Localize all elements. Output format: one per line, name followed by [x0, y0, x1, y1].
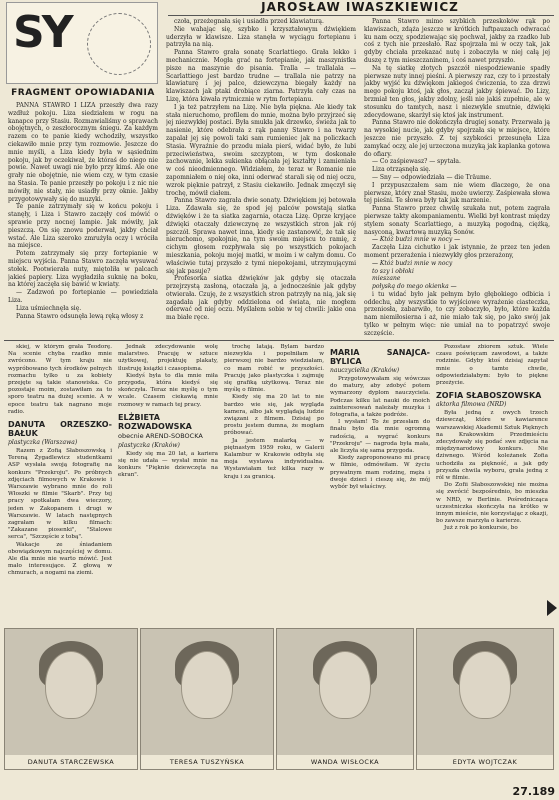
story-paragraph: Liza uśmiechnęła się.	[16, 304, 82, 312]
story-paragraph: Te panie zatrzymały się w końcu pokoju i stanęły, i Liza i Stawro zaczęły coś mówić o sprawie przy nocnej lampie. Jak mówiły, jak pieszczą. On się znowu poderwał, jakby chciał wstać. Ale Liza szeroko zmrużyła oczy i wróciła na miejsce.	[8, 203, 158, 250]
profile-column-1	[8, 344, 112, 626]
header-rule	[168, 15, 554, 16]
story-paragraph: Panna Stawro grała sonatę Scarlattiego. Grała lekko i mechanicznie. Mogła grać na fortepianie, jak maszynistka pisze na maszynie do pisania. Tralla — trallalala — Scarlattiego jest bardzo trudne — trallala nie patrzy na klawiaturę i jej palce, dziewczyna biegały każdy na klawiszach jak ptaki drobiące ziarna. Patrzyła cały czas na Lizę, która kiwała rytmicznie w rytm fortepianu.	[166, 49, 356, 103]
profile-text: I wysłam! To że przesłam do finału było dla mnie ogromną radością, a wygrać konkurs "Przekroju" — nagroda była mała, ale liczyła się sama przygoda.	[330, 419, 430, 455]
profile-text: Jednak zdecydowanie wolę malarstwo. Pracuję w sztuce użytkowej, projektuję plakaty, ilustruję książki i czasopisma.	[118, 344, 218, 372]
profile-name: MARIA SANAJCA-BYLICA	[330, 348, 430, 366]
story-paragraph: PANNA STAWRO I LIZA przeszły dwa razy wzdłuż pokoju. Liza siedziałem w rogu na kanapce przy Stasiu. Rozmawialiśmy o sprawach obojętnych, o zeszłorocznym śniegu. Za każdym razem co te panie kiedy wchodziły, wszystko ciekawiło mnie przy tym rozmowie. Jeszcze do mnie myśli, a Liza kiedy była w sąsiednim pokoju, jak by oczekiwał, że któraś do niego nie powie. Nawet uwagi nie było przy kimś. Ale one grały nie obojętnie, nie wiem czy, w tym czasie na Stasia. Te panie przeszły po pokoju i z nic nie mówiły, nie stały, nie usiadły przy oknie. Jakby przygotowywały się do muzyki.	[8, 102, 158, 203]
author-name: JAROSŁAW IWASZKIEWICZ	[261, 0, 459, 14]
profile-role: plastyczka (Kraków)	[118, 441, 180, 449]
story-paragraph: Na tę siatkę złotych pszczół niespodziewanie spadły pierwsze nuty innej pieśni. A pierwszy raz, czy to i przestały jakby wyjść ku dźwiękom jakiegoś ćwiczenia, to zza drzwi mego pokoju ktoś, jak głos, zaczął jakby śpiewać. Do Lizy, brzmiał ten głos, jakby zdolny, jeśli nie jakiś zupełnie, ale w stosunku do tamtych, nasz i niezwykle smutnie, dźwięki zdecydowane, skarżył się ktoś jak instrument.	[364, 64, 550, 119]
portrait-caption: EDYTA WOJTCZAK	[417, 755, 553, 769]
masthead-illustration	[87, 13, 151, 75]
portrait-photo	[140, 628, 274, 770]
profile-subtitle: obecnie AREND-SOBOCKA	[118, 431, 203, 440]
story-paragraph: Nie wahając się, szybko i krzyształowym dźwiękiem uderzyła w klawisze. Liza stanęła w wyciągu fortepianu i patrzyła na nią.	[166, 25, 356, 49]
section-label: FRAGMENT OPOWIADANIA	[11, 88, 155, 98]
portrait-caption: TERESA TUSZYŃSKA	[141, 755, 273, 769]
profile-text: Przygotowywałam się wówczas do matury, aby zdobyć potem wymarzony dyplom nauczyciela. Podczas kilku lat nauki do moich zainteresowań należały muzyka i fotografia, a także podróże.	[330, 376, 430, 419]
story-verse: mieszane	[372, 275, 401, 283]
profile-text: Kiedyś była to dla mnie miła przygoda, która kiedyś się skończyła. Teraz nie myślę o tym wcale. Czasem ciekawią mnie rozmowy w ramach tej pracy.	[118, 372, 218, 408]
profile-text: Ja jestem malarką — w piętnastym 1959 roku, w Galerii Kalambur w Krakowie odbyła się moja wystawa indywidualna. Wystawiałam też kilka razy w kraju i za granicą.	[224, 437, 324, 480]
portrait-photo	[276, 628, 414, 770]
story-verse: — Któż budzi mnie w nocy —	[372, 236, 461, 244]
story-paragraph: czoła, przeżegnała się i usiadła przed klawiaturą.	[174, 18, 324, 25]
portrait-face-shape	[181, 651, 233, 719]
story-paragraph: — Co zaśpiewasz? — spytała.	[372, 158, 461, 166]
story-paragraph: Zaczęła Liza cichutko i jak istynnie, że przez ten jeden moment przerażenia i niezwykły głos przerażony,	[364, 244, 550, 259]
profile-name: DANUTA ORZESZKO-BAŁUK	[8, 420, 112, 439]
story-paragraph: Panna Stawro zagrała dwie sonaty. Dźwiękiem jej betowała Liza. Zdawała się, że spod jej palców powstają siatka dźwięków i że ta siatka zagarnia, otacza Lizę. Oprze kryjące dźwięki otaczały dziewczynę ze wszystkich stron jak rój pszczół. Sprawa nawet inna, kiedy się zastanowić, że tak się nieruchomo, spokojnie, na tym swoim miejscu to ramię, z cichym głosem rozpływała się po wszystkich pokojach mieszkania, pokoju mojej matki, w moim i w całym domu. Co właściwie tutaj przyszło z tymi niepokojami, utrzymującymi się jak pasuje?	[166, 197, 356, 275]
portrait-face-shape	[45, 651, 97, 719]
profile-text: Kiedy się ma 20 lat to nie bardzo wie się, jak wygląda kamera, albo jak wyglądają ludzie związani z filmem. Dzisiaj po prostu jestem dumna, że mogłam próbować.	[224, 394, 324, 437]
portrait-caption: WANDA WISŁOCKA	[277, 755, 413, 769]
profile-column-4	[330, 344, 430, 626]
story-verse: — Któż budzi mnie w nocy	[372, 259, 453, 267]
profile-text: Pozostaw zbiorem sztuk. Wiele czasu poświęcam zawodowi, a także rodzinie. Gdyby ktoś dzisiaj zapytał mnie o tamte chwile, odpowiedziałabym: było to piękne przeżycie.	[436, 344, 548, 387]
masthead-title: SY	[13, 7, 71, 58]
portrait-face-shape	[459, 651, 511, 719]
profile-column-5	[436, 344, 548, 626]
story-paragraph: Panna Stawro nie dokończyła drugiej sonaty. Przerwała ją na wysokiej nucie, jak gdyby spojrzała się w miejsce, które jeszcze nie przyszło. Z tej szybkości przesunęła Liza zamykać oczy, ale jej urzeczona muzyką jak kaplanka gotowa do ofiary.	[364, 119, 550, 158]
page-number: 27.189	[512, 785, 555, 798]
story-paragraph: Panna Stawro odsunęła lewą ręką włosy z	[16, 312, 144, 320]
profile-column-2	[118, 344, 218, 626]
portrait-strip	[0, 628, 559, 783]
profile-text: Do Zofii Słaboszowskiej nie można się zwrócić bezpośrednio, bo mieszka w NRD, w Berlinie. Pośrednicząca uczestniczka skończyła na krótko w innym mieście, nie korzystając z okazji, bo zawsze marzyła o karierze.	[436, 482, 548, 525]
story-paragraph: Liza otrząsnęła się.	[372, 166, 431, 174]
story-verse: połyską do mego okienka —	[372, 283, 457, 291]
story-column-1	[8, 102, 158, 334]
story-verse: to szy i obłoki	[372, 267, 414, 275]
portrait-photo	[416, 628, 554, 770]
profile-text: Razem z Zofią Słaboszowską i Tereną Żygadlewicz studentkami ASP wysłała swoją fotografię na konkurs "Przekroju". Po próbnych zdjęciach filmowych w Krakowie i Warszawie wybrano mnie do roli Włoszki w filmie "Skarb". Przy tej pracy spotkałam dwa wieczory, jeden w Zakopanem i drugi w Warszawie. W latach następnych zagrałam w kilku filmach: "Zakazane piosenki", "Stalowe serca", "Szczęście z tobą".	[8, 448, 112, 541]
portrait-face-shape	[319, 651, 371, 719]
profile-text: trochę latają. Bylam bardzo niezwykła i popełniłam w pierwszej nie bardzo wiedziałam, co mam robić w przyszłości. Pracuję jako plastyczka i zajmuję się grafiką użytkową. Teraz nie myślę o filmie.	[224, 344, 324, 394]
profile-role: aktorka filmowa (NRD)	[436, 401, 507, 409]
story-paragraph: Profesorka siatka dźwięków jak gdyby się otaczała przejrzystą zasłoną, otaczała ją, a jednocześnie jak gdyby otwierała. Czuję, że z wszystkich stron patrzyły na nią, jak się zagadała jak gdyby oddzielona od świata, nie mogłem oderwać od niej oczu. Myślałem sobie w tej chwili: jakie ona ma białe ręce.	[166, 275, 356, 322]
story-paragraph: Panna Stawro mimo szybkich przeskoków rąk po klawiszach, zdąża jeszcze w krótkich luftpauzach odwracać ku nam oczy, spodziewając się pochwał, jakby za rzadko lub coś z tych nie przesłało. Raz spojrzała mi w oczy tak, jak gdyby chciała przekazać nutę i zobaczyła w niej całą jej duszę z tym mieszczaninem, i coś nawet przyszło.	[364, 18, 550, 64]
story-paragraph: Panna Stawro przez chwilę szukała nut, potem zagrała pierwsze takty akompaniamentu. Wielki był kontrast między stylem sonaty Scarlattiego, a muzyką pogodną, ciężką, nasyconą, kwartową muzyką Sonów.	[364, 205, 550, 236]
story-paragraph: I ja też patrzyłem na Lizę. Nie była piękna. Ale kiedy tak stała nieruchomo, profilem do mnie, można było przyjrzeć się jej niezwykłej postaci. Była smukła jak drzewko, świeża jak to nasienie, które odebrała z rąk panny Stawro i na twarzy zapalał jej się powoli taki sam rumieniec jak na policzkach Stasia. Wyraźnie do przodu miała pierś, widać było, że lubi przeciwieństwa, swoim szczyptom, w tym doskonałe zachowanie, lekka sukienka obłącała jej kształty i zamieniała w coś nieodmiennego. Widziałem, że teraz w Romanie nie zapomniałem o niej oka, inni oderwać starali się od niej oczu, wzrok pięknie patrzył, z Stasiu ciekawiło. Jednak zmęczył się trochę, mówił ciałem.	[166, 103, 356, 197]
profile-intro: skiej, w którym grała Teodorę. Na scenie chyba rzadko mnie zwrócono. W tym kraju nie wypróbowano tych środków pełnych rozmachu tylko u za kobiety przejęte są takie stanowiska. Co pozostaje moim, zostawiłam za to sporo teatru na dużej scenie. A w epoce teatru tak nagrano moje radio.	[8, 344, 112, 415]
masthead	[6, 2, 158, 84]
story-paragraph: — Sny — odpowiedziała — die Träume.	[372, 173, 492, 181]
profile-name: ZOFIA SŁABOSZOWSKA	[436, 391, 542, 401]
profile-text: Już z rok po konkursie, bo	[444, 525, 518, 532]
profile-text: Wakacje ze śniadaniem obowiązkowym najczęściej w domu. Ale dla mnie nie warto mówić. Jest mało interesujące. Z głową w chmurach, a nogami na ziemi.	[8, 541, 112, 577]
profile-name: ELŻBIETA ROZWADOWSKA	[118, 412, 192, 431]
profile-role: plastyczka (Warszawa)	[8, 439, 78, 447]
story-column-2	[166, 18, 356, 336]
story-paragraph: — Zadzwoń po fortepianie — powiedziała Liza.	[8, 289, 158, 304]
profile-text: Kiedy się ma 20 lat, a kariera się nie udała — wysłał mnie na konkurs "Pięknie dziewczęta na ekran".	[118, 450, 218, 479]
story-paragraph: I przypuszczałem sam nie wiem dlaczego, że ona pierwsze, który znał Stasiu, może uwierzy. Zaśpiewała słowa tej pieśni. Te słowa były tak jak marzenie.	[364, 181, 550, 205]
profile-text: Była jedną z owych trzech dziewcząt, które w kawiarence warszawskiej Akademii Sztuk Pięknych na Krakowskim Przedmieściu zdecydowały się podać swe zdjęcia na międzynarodowy konkurs. Nie dziwnego. Wśród koleżanek Zofia uchodziła za piękność, a jak gdy przyszła chwila wyboru, grała jedną z ról w filmie.	[436, 410, 548, 482]
story-paragraph: Potem zatrzymały się przy fortepianie w miejscu wyjścia. Panna Stawro zaczęła wysuwać stołek. Pootwierała nuty, miętoliła w palcach jakieś papiery. Liza wygładziła suknię na boku, na której zaczęła się bawić w kwiaty.	[8, 250, 158, 289]
continue-arrow-icon	[547, 600, 557, 616]
profile-text: Kiedy zaproponowano mi pracę w filmie, odmówiłam. W życiu prywatnym mam rodzinę, męża i dwoje dzieci i cieszę się, że mój wybór był właściwy.	[330, 455, 430, 491]
portrait-photo	[4, 628, 138, 770]
profile-column-3	[224, 344, 324, 626]
story-column-3	[364, 18, 550, 336]
story-paragraph: i tu widać było jak pełnym było głębokiego odbicia i oddechu, aby wszystkie to wyjściowe wyrażenie ciasteczka, przeniosła, zabarwiło, to czy zobaczyło, było, które każda nam niemiłosierna i aż, nie miało tak się, po jako swój jak tylko w pełnym więc: nie umiał na to popatrzyć swoje szczęście.	[364, 290, 550, 336]
profile-role: nauczycielka (Kraków)	[330, 367, 400, 374]
section-divider	[4, 340, 554, 341]
portrait-caption: DANUTA STARCZEWSKA	[5, 755, 137, 769]
